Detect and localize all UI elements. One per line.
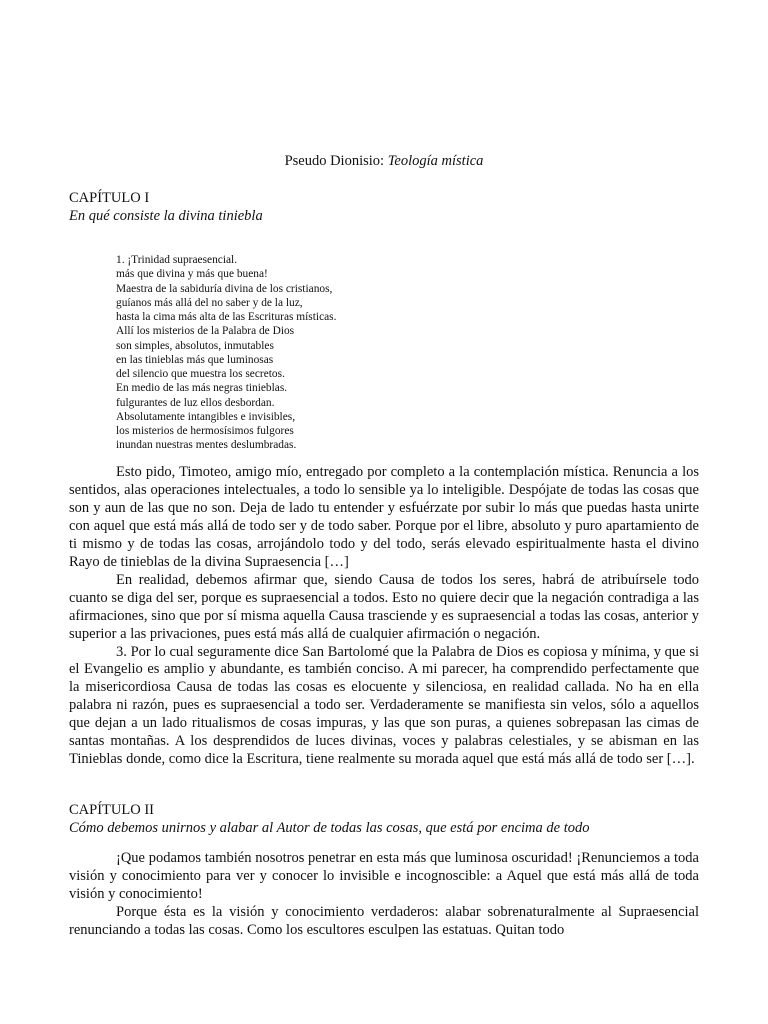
- chapter-2-body: [69, 850, 699, 940]
- poem-line: Allí los misterios de la Palabra de Dios: [116, 325, 295, 338]
- poem-line: del silencio que muestra los secretos.: [116, 368, 285, 380]
- body-paragraph: Esto pido, Timoteo, amigo mío, entregado por completo a la contemplación mística. Renuncia a los sentidos, alas operaciones intelectuales, a todo lo sensible ya lo inteligible. Despójate de todas las cosas que son y aun de las que no son. Deja de lado tu entender y esfuérzate por subir lo más que puedas hasta unirte con aquel que está más allá de todo ser y de todo saber. Porque por el libre, absoluto y puro apartamiento de ti mismo y de todas las cosas, arrojándolo todo y del todo, serás elevado espiritualmente hasta el divino Rayo de tinieblas de la divina Supraesencia […]: [69, 464, 699, 570]
- document-title: [69, 151, 699, 171]
- poem-line: Absolutamente intangibles e invisibles,: [116, 410, 296, 423]
- poem-block: [116, 253, 336, 453]
- chapter-2-header: [69, 801, 699, 837]
- poem-line: hasta la cima más alta de las Escrituras místicas.: [116, 311, 337, 323]
- chapter-2-heading: CAPÍTULO II: [69, 802, 154, 818]
- body-paragraph: ¡Que podamos también nosotros penetrar en esta más que luminosa oscuridad! ¡Renunciemos a toda visión y conocimiento para ver y conocer lo invisible e incognoscible: a Aquel que está más allá de toda visión y conocimiento!: [69, 850, 699, 902]
- poem-line: inundan nuestras mentes deslumbradas.: [116, 439, 297, 452]
- body-paragraph: 3. Por lo cual seguramente dice San Bartolomé que la Palabra de Dios es copiosa y mínima, y que si el Evangelio es amplio y abundante, es también conciso. A mi parecer, ha comprendido perfectamente que la misericordiosa Causa de todas las cosas es elocuente y silenciosa, en realidad callada. No ha en ella palabra ni razón, pues es supraesencial a todo ser. Verdaderamente se manifiesta sin velos, sólo a aquellos que dejan a un lado ritualismos de cosas impuras, y las que son puras, a quienes sobrepasan las cimas de santas montañas. A los desprendidos de luces divinas, voces y palabras celestiales, y se abisman en las Tinieblas donde, como dice la Escritura, tiene realmente su morada aquel que está más allá de todo ser […].: [69, 643, 699, 768]
- poem-line: Maestra de la sabiduría divina de los cristianos,: [116, 282, 333, 295]
- chapter-1-body: [69, 464, 699, 769]
- body-paragraph: En realidad, debemos afirmar que, siendo Causa de todos los seres, habrá de atribuírsele todo cuanto se diga del ser, porque es supraesencial a todos. Esto no quiere decir que la negación contradiga a las afirmaciones, sino que por sí misma aquella Causa trasciende y es supraesencial a todas las cosas, anterior y superior a las privaciones, pues está más allá de cualquier afirmación o negación.: [69, 571, 699, 642]
- chapter-1-header: [69, 189, 699, 225]
- poem-line: 1. ¡Trinidad supraesencial.: [116, 254, 238, 266]
- poem-line: fulgurantes de luz ellos desbordan.: [116, 396, 275, 409]
- author-name: Pseudo Dionisio:: [284, 153, 385, 169]
- poem-line: los misterios de hermosísimos fulgores: [116, 425, 294, 437]
- chapter-2-subtitle: Cómo debemos unirnos y alabar al Autor de todas las cosas, que está por encima de todo: [69, 820, 590, 836]
- poem-line: guíanos más allá del no saber y de la luz,: [116, 296, 303, 309]
- chapter-1-heading: CAPÍTULO I: [69, 190, 150, 206]
- body-paragraph: Porque ésta es la visión y conocimiento verdaderos: alabar sobrenaturalmente al Supraesencial renunciando a todas las cosas. Como los escultores esculpen las estatuas. Quitan todo: [69, 903, 699, 938]
- work-title: Teología mística: [387, 153, 484, 169]
- poem-line: en las tinieblas más que luminosas: [116, 353, 274, 366]
- poem-line: En medio de las más negras tinieblas.: [116, 382, 288, 395]
- poem-line: son simples, absolutos, inmutables: [116, 339, 274, 352]
- poem-line: más que divina y más que buena!: [116, 268, 268, 281]
- chapter-1-subtitle: En qué consiste la divina tiniebla: [69, 208, 263, 224]
